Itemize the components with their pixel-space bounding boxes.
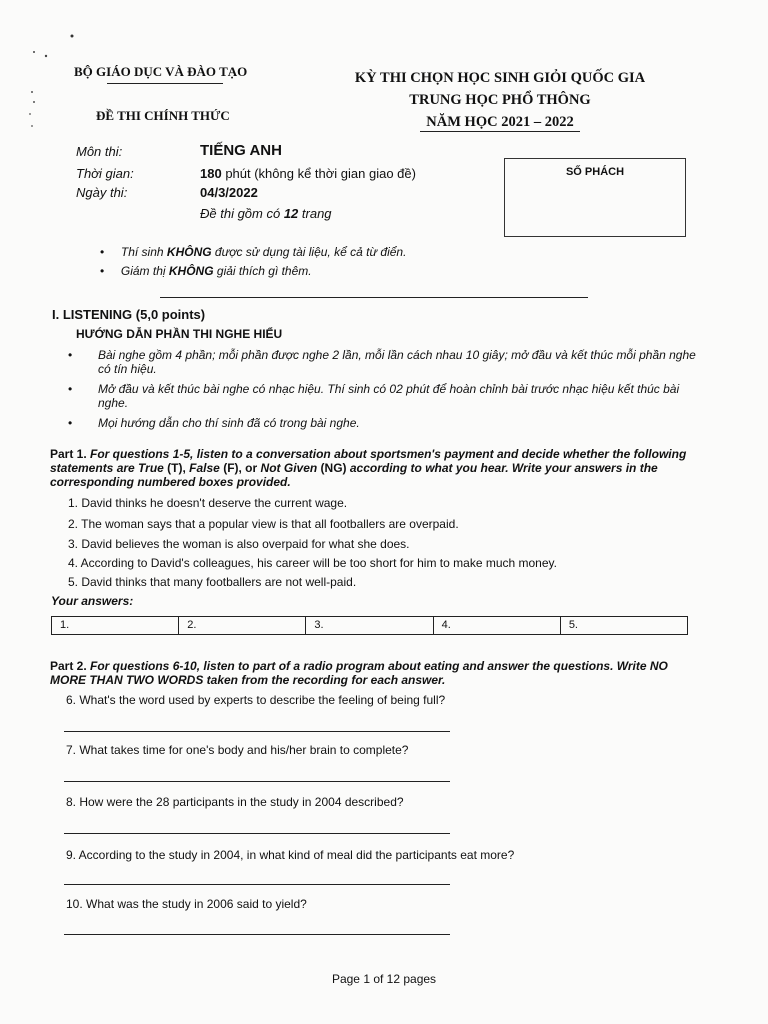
statement-4: 4. According to David's colleagues, his career will be too short for him to make much money. bbox=[68, 556, 557, 570]
section-title: I. LISTENING (5,0 points) bbox=[52, 307, 206, 322]
statement-5: 5. David thinks that many footballers are not well-paid. bbox=[68, 575, 357, 589]
answer-box-4[interactable]: 4. bbox=[434, 617, 561, 634]
bullet-icon: • bbox=[68, 382, 73, 396]
exam-title-line-3: NĂM HỌC 2021 – 2022 bbox=[426, 114, 574, 130]
rule-1 bbox=[100, 245, 406, 259]
false-term: False bbox=[189, 461, 220, 475]
scan-marks bbox=[26, 30, 86, 130]
date-value: 04/3/2022 bbox=[200, 185, 258, 200]
answer-line-7[interactable] bbox=[64, 781, 450, 782]
time-label: Thời gian: bbox=[76, 166, 134, 181]
part2-instructions bbox=[50, 659, 700, 687]
answer-box-1[interactable]: 1. bbox=[52, 617, 179, 634]
listening-instruction-1: Bài nghe gồm 4 phần; mỗi phần được nghe 2 lần, mỗi lần cách nhau 10 giây; mở đầu và kết thúc mỗi phần nghe có tín hiệu. bbox=[98, 348, 696, 376]
rule-2-post: giải thích gì thêm. bbox=[213, 264, 312, 278]
answer-box-2[interactable]: 2. bbox=[179, 617, 306, 634]
pages-count: 12 bbox=[283, 206, 299, 221]
question-8: 8. How were the 28 participants in the study in 2004 described? bbox=[66, 795, 404, 809]
time-text: phút (không kể thời gian giao đề) bbox=[221, 166, 416, 181]
part2-label: Part 2. bbox=[50, 659, 87, 673]
ng-abbr: (NG) bbox=[317, 461, 350, 475]
ministry-underline bbox=[107, 83, 223, 84]
part1-label: Part 1. bbox=[50, 447, 87, 461]
ng-term: Not Given bbox=[260, 461, 318, 475]
page-footer: Page 1 of 12 pages bbox=[331, 972, 437, 986]
section-subtitle: HƯỚNG DẪN PHẦN THI NGHE HIỂU bbox=[76, 327, 283, 341]
answer-line-10[interactable] bbox=[64, 934, 450, 935]
statement-1: 1. David thinks he doesn't deserve the current wage. bbox=[68, 496, 348, 510]
listening-instruction-3: Mọi hướng dẫn cho thí sinh đã có trong bài nghe. bbox=[98, 416, 360, 430]
rule-1-post: được sử dụng tài liệu, kể cả từ điển. bbox=[211, 245, 407, 259]
rule-1-strong: KHÔNG bbox=[166, 245, 212, 259]
your-answers-label: Your answers: bbox=[51, 594, 134, 608]
part2-intro: For questions 6-10, listen to part of a radio program about eating and answer the questions. Write NO MORE THAN TWO WORDS taken from the recording for each answer. bbox=[50, 659, 668, 687]
subject-label: Môn thi: bbox=[76, 144, 123, 159]
rule-2-pre: Giám thị bbox=[120, 264, 169, 278]
listening-instruction-2: Mở đầu và kết thúc bài nghe có nhạc hiệu. Thí sinh có 02 phút để hoàn chỉnh bài trước nhạc hiệu kết thúc bài nghe. bbox=[98, 382, 680, 410]
exam-title bbox=[330, 67, 670, 133]
exam-title-line-2: TRUNG HỌC PHỔ THÔNG bbox=[409, 92, 591, 108]
statement-2: 2. The woman says that a popular view is that all footballers are overpaid. bbox=[68, 517, 459, 531]
rule-2 bbox=[100, 264, 312, 278]
part1-intro-a: For questions 1-5, listen to a conversation about sportsmen's payment and decide whether the following statements are bbox=[50, 447, 687, 475]
so-phach-label: SỐ PHÁCH bbox=[565, 166, 625, 178]
answer-line-6[interactable] bbox=[64, 731, 450, 732]
statement-3: 3. David believes the woman is also overpaid for what she does. bbox=[68, 537, 410, 551]
date-label: Ngày thi: bbox=[76, 185, 128, 200]
bullet-icon: • bbox=[100, 245, 105, 259]
time-minutes: 180 bbox=[200, 166, 222, 181]
question-7: 7. What takes time for one's body and his/her brain to complete? bbox=[66, 743, 409, 757]
true-term: True bbox=[138, 461, 164, 475]
bullet-icon: • bbox=[68, 348, 73, 362]
official-exam-label: ĐỀ THI CHÍNH THỨC bbox=[96, 108, 230, 123]
subject-value: TIẾNG ANH bbox=[200, 142, 282, 159]
pages-prefix: Đề thi gồm có bbox=[200, 206, 284, 221]
answer-box-5[interactable]: 5. bbox=[568, 619, 578, 631]
part1-intro-b: according to what you hear. Write your answers in the corresponding numbered boxes provided. bbox=[50, 461, 658, 489]
bullet-icon: • bbox=[68, 416, 73, 430]
answer-line-8[interactable] bbox=[64, 833, 450, 834]
time-value bbox=[200, 166, 416, 181]
answer-boxes bbox=[51, 616, 688, 635]
divider-line bbox=[160, 297, 588, 298]
pages-suffix: trang bbox=[298, 206, 332, 221]
ministry-name: BỘ GIÁO DỤC VÀ ĐÀO TẠO bbox=[74, 64, 248, 79]
part1-instructions bbox=[50, 447, 700, 489]
question-6: 6. What's the word used by experts to describe the feeling of being full? bbox=[66, 693, 446, 707]
exam-title-underline bbox=[420, 131, 580, 132]
question-10: 10. What was the study in 2006 said to yield? bbox=[66, 897, 307, 911]
true-abbr: (T), bbox=[163, 461, 190, 475]
false-abbr: (F), or bbox=[219, 461, 261, 475]
question-9: 9. According to the study in 2004, in what kind of meal did the participants eat more? bbox=[66, 848, 515, 862]
exam-title-line-1: KỲ THI CHỌN HỌC SINH GIỎI QUỐC GIA bbox=[354, 70, 646, 86]
page-count-note bbox=[200, 206, 332, 221]
rule-2-strong: KHÔNG bbox=[168, 264, 214, 278]
answer-box-3[interactable]: 3. bbox=[306, 617, 433, 634]
so-phach-box bbox=[504, 158, 686, 237]
answer-line-9[interactable] bbox=[64, 884, 450, 885]
rule-1-pre: Thí sinh bbox=[120, 245, 167, 259]
bullet-icon: • bbox=[100, 264, 105, 278]
